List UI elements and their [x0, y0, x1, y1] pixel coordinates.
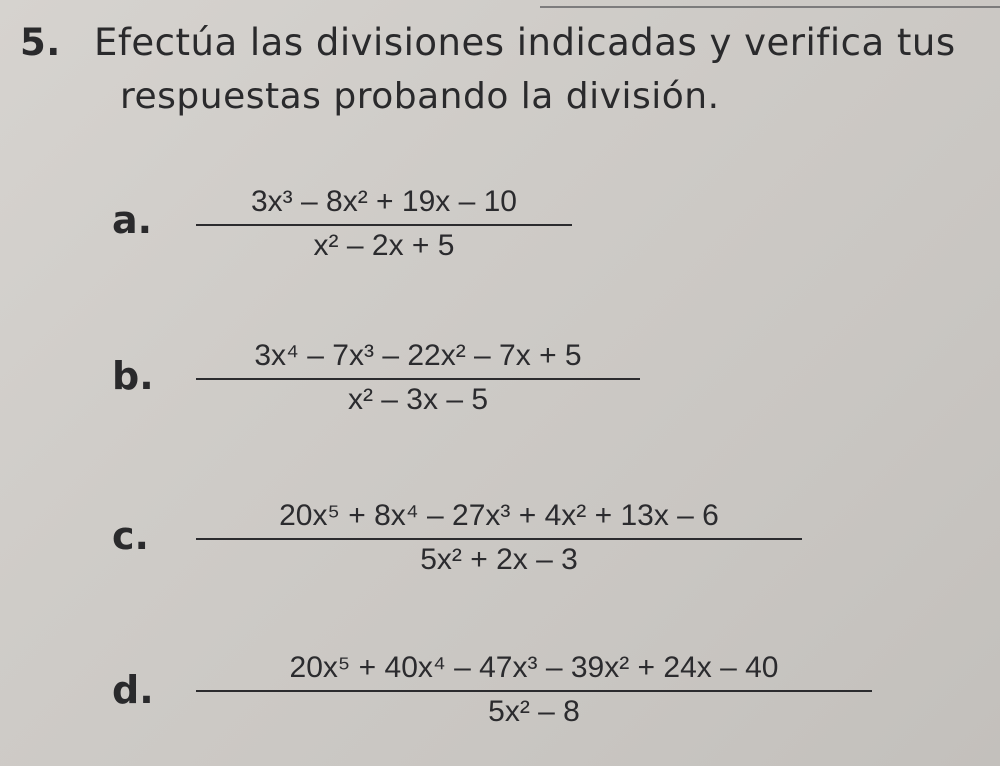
top-rule	[540, 6, 1000, 8]
fraction	[196, 184, 572, 270]
fraction	[196, 650, 872, 736]
exercise-label: b.	[112, 354, 154, 398]
numerator: 3x⁴ – 7x³ – 22x² – 7x + 5	[254, 339, 582, 372]
problem-instruction-line-2: respuestas probando la división.	[120, 76, 720, 117]
numerator: 20x⁵ + 40x⁴ – 47x³ – 39x² + 24x – 40	[289, 651, 779, 684]
fraction-bar	[196, 538, 802, 540]
fraction-bar	[196, 378, 640, 380]
exercise-label: d.	[112, 668, 154, 712]
fraction-bar	[196, 690, 872, 692]
problem-instruction-line-1: Efectúa las divisiones indicadas y verifica tus	[94, 21, 956, 64]
numerator: 3x³ – 8x² + 19x – 10	[251, 185, 517, 218]
denominator: 5x² + 2x – 3	[420, 543, 578, 576]
fraction	[196, 498, 802, 584]
exercise-label: c.	[112, 514, 149, 558]
denominator: 5x² – 8	[488, 695, 580, 728]
problem-number: 5.	[20, 21, 61, 64]
exercise-label: a.	[112, 198, 153, 242]
fraction-bar	[196, 224, 572, 226]
numerator: 20x⁵ + 8x⁴ – 27x³ + 4x² + 13x – 6	[279, 499, 719, 532]
denominator: x² – 3x – 5	[347, 383, 489, 416]
fraction	[196, 338, 640, 424]
denominator: x² – 2x + 5	[313, 229, 455, 262]
